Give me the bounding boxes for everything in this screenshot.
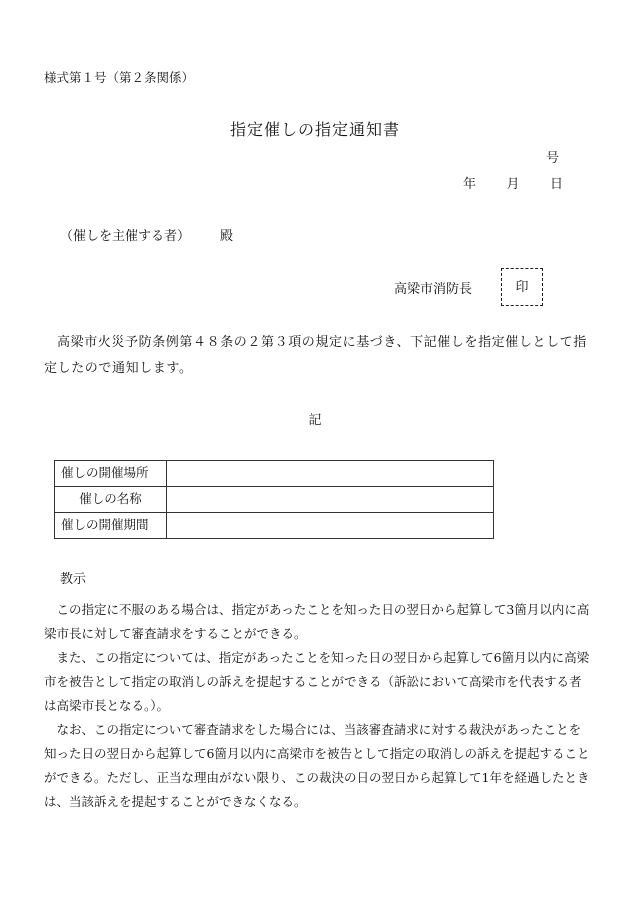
table-row	[55, 513, 494, 539]
ki-heading: 記	[308, 413, 322, 428]
body-paragraph: 高梁市火災予防条例第４８条の２第３項の規定に基づき、下記催しを指定催しとして指定したので通知します。	[44, 335, 587, 376]
notice-paragraph: また、この指定については、指定があったことを知った日の翌日から起算して6箇月以内に高梁市を被告として指定の取消しの訴えを提起することができる（訴訟において高梁市を代表する者は高梁市長となる。）。	[44, 650, 590, 713]
recipient-honorific: 殿	[220, 229, 234, 244]
notice-section	[44, 598, 592, 814]
sender-title: 高梁市消防長	[394, 282, 473, 297]
seal-box	[501, 268, 543, 306]
document-title: 指定催しの指定通知書	[229, 120, 400, 139]
table-label-venue: 催しの開催場所	[55, 461, 167, 487]
recipient-label: （催しを主催する者）	[60, 229, 191, 244]
date-month-label: 月	[506, 177, 520, 192]
document-number-label: 号	[546, 151, 560, 166]
recipient-line	[60, 230, 233, 243]
date-day-label: 日	[549, 177, 563, 192]
notice-heading: 教示	[60, 572, 87, 587]
date-line	[463, 178, 563, 191]
event-info-table	[54, 460, 494, 539]
table-value-venue[interactable]	[167, 461, 494, 487]
form-number: 様式第１号（第２条関係）	[44, 70, 195, 85]
notice-paragraph: なお、この指定について審査請求をした場合には、当該審査請求に対する裁決があったことを知った日の翌日から起算して6箇月以内に高梁市を被告として指定の取消しの訴えを提起することができる。ただし、正当な理由がない限り、この裁決の日の翌日から起算して1年を経過したときは、当該訴えを提起することができなくなる。	[44, 722, 590, 809]
table-label-name: 催しの名称	[55, 487, 167, 513]
notice-paragraph: この指定に不服のある場合は、指定があったことを知った日の翌日から起算して3箇月以内に高梁市長に対して審査請求をすることができる。	[44, 602, 590, 641]
table-row	[55, 461, 494, 487]
date-year-label: 年	[463, 177, 477, 192]
table-value-period[interactable]	[167, 513, 494, 539]
table-value-name[interactable]	[167, 487, 494, 513]
table-label-period: 催しの開催期間	[55, 513, 167, 539]
seal-mark: 印	[515, 279, 529, 295]
table-row	[55, 487, 494, 513]
